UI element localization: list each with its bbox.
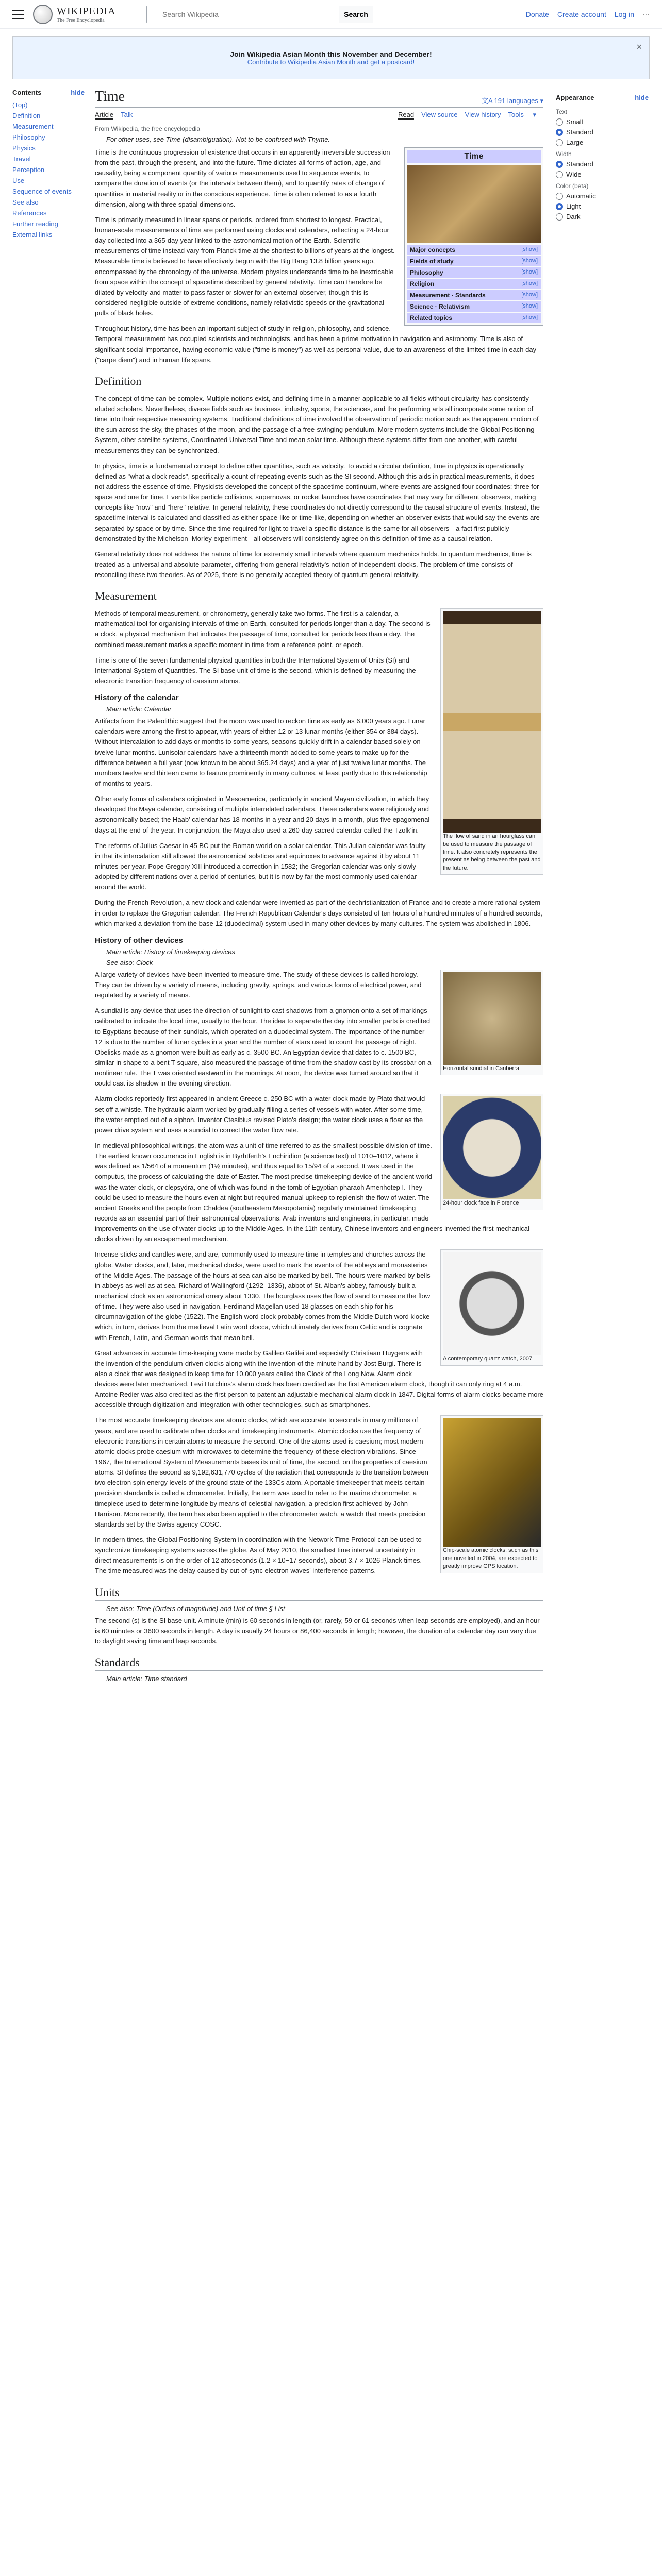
search-input[interactable] [146, 6, 339, 23]
infobox-show-toggle[interactable]: [show] [521, 280, 538, 286]
language-button[interactable]: 文A 191 languages ▾ [481, 97, 543, 105]
radio-option[interactable] [556, 139, 649, 146]
banner-title[interactable]: Join Wikipedia Asian Month this November and December! [230, 49, 432, 58]
devices-paragraph: A sundial is any device that uses the direction of sunlight to cast shadows from a gnomon onto a set of markings calibrated to indicate the local time, usually to the hour. The idea to separate the day into smaller parts is credited to Egyptians because of their sundials, which operated on a duodecimal system. The importance of the number 12 is due to the number of lunar cycles in a year and the number of stars used to count the passage of night. Obelisks made as a gnomon were built as early as c. 3500 BC. An Egyptian device that dates to c. 1500 BC, similar in shape to a bent T-square, also measured the passage of time from the shadow cast by its crossbar on a nonlinear rule. The T was oriented eastward in the mornings. At noon, the device was turned around so that it could cast its shadow in the evening direction. [95, 1007, 432, 1088]
toc-item[interactable]: Use [12, 177, 25, 184]
devices-paragraph: A large variety of devices have been invented to measure time. The study of these devices is called horology. They can be driven by a variety of means, including gravity, springs, and various forms of electrical power, and regulated by a variety of means. [95, 970, 422, 999]
infobox-row[interactable] [407, 313, 541, 323]
calendar-paragraph: During the French Revolution, a new clock and calendar were invented as part of the dechristianization of France and to create a more rational system in order to replace the Gregorian calendar. The French Republican Calendar's days consisted of ten hours of a hundred minutes of a hundred seconds, which marked a deviation from the base 12 (duodecimal) system used in many other devices by many cultures. The system was abolished in 1806. [95, 899, 542, 927]
radio-label: Standard [566, 128, 593, 136]
search-button[interactable]: Search [339, 6, 373, 23]
section-heading-devices: History of other devices [95, 936, 183, 945]
radio-button[interactable] [556, 118, 563, 126]
toc-list [12, 99, 85, 240]
color-label: Color (beta) [556, 182, 589, 190]
radio-button[interactable] [556, 213, 563, 221]
radio-label: Small [566, 118, 583, 126]
tab-view-history[interactable]: View history [465, 111, 501, 118]
section-heading-measurement: Measurement [95, 589, 543, 604]
hatnote: For other uses, see Time (disambiguation). Not to be confused with Thyme. [106, 135, 330, 143]
radio-label: Standard [566, 160, 593, 168]
measurement-paragraph: Time is one of the seven fundamental physical quantities in both the International System of Units (SI) and International System of Quantities. The SI base unit of time is the second, which is defined by measuring the electronic transition frequency of caesium atoms. [95, 656, 416, 685]
wikipedia-logo[interactable] [33, 5, 146, 24]
definition-paragraph: In physics, time is a fundamental concept to define other quantities, such as velocity. To avoid a circular definition, time in physics is operationally defined as "what a clock reads", specifically a count of repeating events such as the SI second. Although this aids in practical measurements, it does not address the essence of time. Physicists developed the concept of the spacetime continuum, where events are assigned four coordinates: three for space and one for time. Events like particle collisions, supernovas, or rocket launches have coordinates that may vary for different observers, making concepts like "now" and "here" relative. In general relativity, these coordinates do not directly correspond to the causal structure of events. Instead, the spacetime interval is calculated and classified as either space-like or time-like, depending on whether an observer exists that would say the events are separated by space or by time. Since the time required for light to travel a specific distance is the same for all observers—a fact first publicly demonstrated by the Michelson–Morley experiment—all observers will consistently agree on this definition of time as a causal relation. [95, 462, 540, 543]
definition-paragraph: General relativity does not address the nature of time for extremely small intervals where quantum mechanics holds. In quantum mechanics, time is treated as a universal and absolute parameter, differing from general relativity's notion of independent clocks. The problem of time consists of reconciling these two theories. As of 2025, there is no generally accepted theory of quantum general relativity. [95, 550, 532, 579]
devices-paragraph: Incense sticks and candles were, and are, commonly used to measure time in temples and churches across the globe. Water clocks, and, later, mechanical clocks, were used to mark the events of the abbeys and monasteries of the Middle Ages. The passage of the hours at sea can also be marked by bell. The hours were marked by bells in abbeys as well as at sea. Richard of Wallingford (1292–1336), abbot of St. Alban's abbey, famously built a mechanical clock as an astronomical orrery about 1330. The hourglass uses the flow of sand to measure the flow of time. They were also used in navigation. Ferdinand Magellan used 18 glasses on each ship for his circumnavigation of the globe (1522). The English word clock probably comes from the Middle Dutch word klocke which, in turn, derives from the medieval Latin word clocca, which ultimately derives from Celtic and is cognate with French, Latin, and German words that mean bell. [95, 1250, 431, 1342]
radio-button[interactable] [556, 139, 563, 146]
appearance-heading: Appearance hide [556, 94, 649, 104]
radio-option[interactable] [556, 160, 649, 168]
main-article-link[interactable]: Main article: Time standard [106, 1675, 187, 1683]
tab-talk[interactable]: Talk [121, 111, 133, 118]
infobox-row[interactable] [407, 279, 541, 289]
intro-paragraph: Throughout history, time has been an important subject of study in religion, philosophy, and science. Temporal measurement has occupied scientists and technologists, and has been a prime motivation in navigation and astronomy. Time is also of significant social importance, having economic value ("time is money") as well as personal value, due to an awareness of the limited time in each day ("carpe diem") and in human life spans. [95, 325, 537, 364]
section-heading-units: Units [95, 1586, 543, 1601]
infobox-image[interactable] [407, 165, 541, 243]
radio-label: Light [566, 202, 581, 210]
globe-icon [33, 5, 53, 24]
infobox-show-toggle[interactable]: [show] [521, 246, 538, 252]
infobox-row[interactable] [407, 245, 541, 255]
infobox-show-toggle[interactable]: [show] [521, 314, 538, 320]
tagline: From Wikipedia, the free encyclopedia [95, 125, 201, 132]
toc-item[interactable]: Further reading [12, 220, 58, 228]
infobox-show-toggle[interactable]: [show] [521, 269, 538, 275]
infobox-row-label: Major concepts [410, 246, 456, 253]
see-also-link[interactable]: See also: Clock [106, 958, 153, 967]
create-account-link[interactable]: Create account [557, 10, 606, 19]
radio-option[interactable] [556, 213, 649, 221]
toc-heading: Contents hide [12, 89, 85, 96]
clockface-caption: 24-hour clock face in Florence [443, 1200, 519, 1207]
radio-option[interactable] [556, 171, 649, 178]
appearance-panel [556, 89, 649, 1686]
sundial-image[interactable] [443, 972, 541, 1065]
atomic-caption: Chip-scale atomic clocks, such as this one unveiled in 2004, are expected to greatly improve GPS location. [443, 1547, 539, 1570]
atomic-clock-figure [440, 1415, 543, 1573]
more-options-icon[interactable]: ⋯ [642, 10, 650, 18]
quartz-caption: A contemporary quartz watch, 2007 [443, 1355, 533, 1362]
devices-paragraph: Alarm clocks reportedly first appeared in ancient Greece c. 250 BC with a water clock made by Plato that would set off a whistle. The hydraulic alarm worked by gradually filling a series of vessels with water. After some time, the water emptied out of a siphon. Inventor Ctesibius revised Plato's design; the water clock uses a float as the power drive system and uses a sundial to correct the water flow rate. [95, 1095, 425, 1134]
close-icon[interactable]: × [636, 42, 642, 52]
radio-label: Automatic [566, 192, 596, 200]
search-box [146, 6, 373, 23]
infobox-row-label: Science · Relativism [410, 303, 470, 310]
toc-item[interactable]: Measurement [12, 123, 54, 130]
page-tabs [95, 111, 543, 122]
main-article-link[interactable]: Main article: History of timekeeping devices [106, 947, 235, 956]
appearance-hide-button[interactable]: hide [635, 94, 649, 101]
clockface-figure [440, 1094, 543, 1210]
tab-tools[interactable]: Tools ▾ [508, 111, 536, 118]
article-content [95, 89, 543, 1686]
units-paragraph: The second (s) is the SI base unit. A minute (min) is 60 seconds in length (or, rarely, 59 or 61 seconds when leap seconds are employed), and an hour is 60 minutes or 3600 seconds in length. A day is usually 24 hours or 86,400 seconds in length; however, the duration of a calendar day can vary due to daylight saving time and leap seconds. [95, 1616, 540, 1645]
infobox-row-label: Measurement · Standards [410, 292, 486, 299]
definition-paragraph: The concept of time can be complex. Multiple notions exist, and defining time in a manner applicable to all fields without circularity has consistently eluded scholars. Nevertheless, diverse fields such as business, industry, sports, the sciences, and the performing arts all incorporate some notion of time into their respective measuring systems. Traditional definitions of time involved the observation of periodic motion such as the apparent motion of the sun across the sky, the phases of the moon, and the passage of a free-swinging pendulum. More modern systems include the Global Positioning System, other satellite systems, Coordinated Universal Time and mean solar time. Although these systems differ from one another, with careful measurements they can be synchronized. [95, 394, 539, 454]
hourglass-figure [440, 608, 543, 875]
infobox-row[interactable] [407, 267, 541, 278]
infobox-row-label: Related topics [410, 314, 453, 321]
radio-button[interactable] [556, 171, 563, 178]
site-notice-banner [12, 36, 650, 79]
quartz-watch-image[interactable] [443, 1252, 541, 1355]
tab-read[interactable]: Read [398, 111, 415, 118]
devices-paragraph: Great advances in accurate time-keeping were made by Galileo Galilei and especially Christiaan Huygens with the invention of the pendulum-driven clocks along with the invention of the minute hand by Jost Burgi. There is also a clock that was designed to keep time for 10,000 years called the Clock of the Long Now. Alarm clock devices were later mechanized. Levi Hutchins's alarm clock has been credited as the first American alarm clock, though it can only ring at 4 a.m. Antoine Redier was also credited as the first person to patent an adjustable mechanical alarm clock in 1847. Digital forms of alarm clocks became more accessible through digitization and integration with other technologies, such as smartphones. [95, 1349, 543, 1409]
toc-item[interactable]: Travel [12, 155, 31, 163]
measurement-paragraph: Methods of temporal measurement, or chronometry, generally take two forms. The first is a calendar, a mathematical tool for organising intervals of time on Earth, consulted for periods longer than a day. The second is a clock, a physical mechanism that indicates the passage of time, consulted for periods less than a day. The combined measurement marks a specific moment in time from a reference point, or epoch. [95, 609, 431, 649]
infobox-row[interactable] [407, 290, 541, 300]
intro-paragraph: Time is primarily measured in linear spans or periods, ordered from shortest to longest. Practical, human-scale measurements of time are performed using clocks and calendars, reflecting a 24-hour day collected into a 365-day year linked to the astronomical motion of the Earth. Scientific measurements of time instead vary from Planck time at the shortest to billions of years at the longest. Measurable time is believed to have effectively begun with the Big Bang 13.8 billion years ago, encompassed by the chronology of the universe. Modern physics understands time to be inextricable from space within the concept of spacetime described by general relativity. Time can therefore be dilated by velocity and matter to pass faster or slower for an external observer, though this is considered negligible outside of extreme conditions, namely relativistic speeds or the gravitational pulls of black holes. [95, 215, 395, 317]
width-label: Width [556, 150, 572, 158]
main-menu-icon[interactable] [12, 10, 24, 19]
main-article-link[interactable]: Main article: Calendar [106, 705, 172, 714]
section-heading-calendar: History of the calendar [95, 693, 179, 703]
tab-view-source[interactable]: View source [421, 111, 458, 118]
radio-label: Large [566, 139, 584, 146]
infobox-row-label: Fields of study [410, 258, 454, 265]
radio-button[interactable] [556, 193, 563, 200]
see-also-link[interactable]: See also: Time (Orders of magnitude) and Unit of time § List [106, 1604, 285, 1613]
infobox-row[interactable] [407, 256, 541, 266]
calendar-paragraph: Other early forms of calendars originated in Mesoamerica, particularly in ancient Mayan civilization, in which they developed the Maya calendar, consisting of multiple interrelated calendars. These calendars were religiously and astronomically based; the Haab' calendar has 18 months in a year and 20 days in a month, plus five epagomenal days at the end of the year. In conjunction, the Maya also used a 260-day sacred calendar called the Tzolk'in. [95, 795, 430, 834]
toc-item[interactable]: See also [12, 198, 39, 206]
toc-item[interactable]: References [12, 209, 47, 217]
calendar-paragraph: The reforms of Julius Caesar in 45 BC put the Roman world on a solar calendar. This Julian calendar was faulty in that its intercalation still allowed the astronomical solstices and equinoxes to advance against it by about 11 minutes per year. Pope Gregory XIII introduced a correction in 1582; the Gregorian calendar was only slowly adopted by different nations over a period of centuries, but it is now by far the most commonly used calendar around the world. [95, 841, 426, 891]
donate-link[interactable]: Donate [525, 10, 549, 19]
toc-hide-button[interactable]: hide [71, 89, 85, 96]
intro-paragraph: Time is the continuous progression of existence that occurs in an apparently irreversible succession from the past, through the present, and into the future. Time dictates all forms of action, age, and causality, being a component quantity of various measurements used to sequence events, to compare the duration of events (or the intervals between them), and to quantify rates of change of quantities in material reality or in the conscious experience. Time is often referred to as a fourth dimension, along with three spatial dimensions. [95, 148, 390, 208]
infobox-show-toggle[interactable]: [show] [521, 303, 538, 309]
quartz-watch-figure [440, 1249, 543, 1365]
devices-paragraph: The most accurate timekeeping devices are atomic clocks, which are accurate to seconds in many millions of years, and are used to calibrate other clocks and timekeeping instruments. Atomic clocks use the frequency of electronic transitions in certain atoms to measure the second. One of the atoms used is caesium; most modern atomic clocks probe caesium with microwaves to determine the frequency of these electron vibrations. Since 1967, the International System of Measurements bases its unit of time, the second, on the properties of caesium atoms. SI defines the second as 9,192,631,770 cycles of the radiation that corresponds to the transition between two electron spin energy levels of the ground state of the 133Cs atom. A portable timekeeper that meets certain precision standards is called a chronometer. Initially, the term was used to refer to the marine chronometer, a timepiece used to determine longitude by means of celestial navigation, a precision first achieved by John Harrison. More recently, the term has also been applied to the chronometer watch, a watch that meets precision standards set by the Swiss agency COSC. [95, 1416, 428, 1528]
radio-button[interactable] [556, 203, 563, 210]
sundial-figure [440, 970, 543, 1075]
radio-option[interactable] [556, 128, 649, 136]
table-of-contents [12, 89, 85, 1686]
toc-item[interactable]: External links [12, 231, 53, 239]
sundial-caption: Horizontal sundial in Canberra [443, 1065, 519, 1072]
infobox-row-label: Philosophy [410, 269, 443, 276]
toc-item[interactable]: Definition [12, 112, 41, 120]
infobox [404, 147, 543, 326]
infobox-title: Time [407, 150, 541, 163]
infobox-show-toggle[interactable]: [show] [521, 292, 538, 298]
user-links [526, 10, 650, 19]
toc-item[interactable]: Perception [12, 166, 45, 174]
radio-button[interactable] [556, 129, 563, 136]
atomic-clock-image[interactable] [443, 1418, 541, 1547]
radio-option[interactable] [556, 192, 649, 200]
infobox-row-label: Religion [410, 280, 435, 287]
toc-item[interactable]: Sequence of events [12, 188, 72, 195]
hourglass-caption: The flow of sand in an hourglass can be used to measure the passage of time. It also concretely represents the present as being between the past and the future. [443, 833, 541, 871]
section-heading-definition: Definition [95, 375, 543, 389]
page-title: Time [95, 89, 125, 105]
clockface-image[interactable] [443, 1096, 541, 1199]
header [0, 0, 662, 29]
devices-paragraph: In medieval philosophical writings, the atom was a unit of time referred to as the smallest possible division of time. The earliest known occurrence in English is in Byrhtferth's Enchiridion (a science text) of 1010–1012, where it was defined as 1/564 of a momentum (1½ minutes), and thus equal to 15/94 of a second. It was used in the computus, the process of calculating the date of Easter. The most precise timekeeping device of the ancient world was the water clock, or clepsydra, one of which was found in the tomb of Egyptian pharaoh Amenhotep I. They could be used to measure the hours even at night but required manual upkeep to replenish the flow of water. The ancient Greeks and the people from Chaldea (southeastern Mesopotamia) regularly maintained timekeeping records as an essential part of their astronomical observations. Arab inventors and engineers, in particular, made improvements on the use of water clocks up to the Middle Ages. In the 11th century, Chinese inventors and engineers invented the first mechanical clocks driven by an escapement mechanism. [95, 1141, 529, 1243]
infobox-row[interactable] [407, 301, 541, 312]
infobox-show-toggle[interactable]: [show] [521, 258, 538, 264]
radio-label: Wide [566, 171, 582, 178]
radio-option[interactable] [556, 202, 649, 210]
radio-label: Dark [566, 213, 581, 221]
devices-paragraph: In modern times, the Global Positioning System in coordination with the Network Time Protocol can be used to synchronize timekeeping systems across the globe. As of May 2010, the smallest time interval uncertainty in direct measurements is on the order of 12 attoseconds (1.2 × 10−17 seconds), about 3.7 × 1026 Planck times. The time measured was the delay caused by out-of-sync electron waves' interference patterns. [95, 1536, 422, 1575]
calendar-paragraph: Artifacts from the Paleolithic suggest that the moon was used to reckon time as early as 6,000 years ago. Lunar calendars were among the first to appear, with years of either 12 or 13 lunar months (either 354 or 384 days). Without intercalation to add days or months to some years, seasons quickly drift in a calendar based solely on twelve lunar months. Lunisolar calendars have a thirteenth month added to some years to make up for the difference between a full year (now known to be about 365.24 days) and a year of just twelve lunar months. The numbers twelve and thirteen came to feature prominently in many cultures, at least partly due to this relationship of months to years. [95, 717, 427, 788]
toc-item[interactable]: Philosophy [12, 133, 45, 141]
section-heading-standards: Standards [95, 1656, 543, 1671]
hourglass-image[interactable] [443, 611, 541, 833]
text-size-label: Text [556, 108, 568, 115]
radio-option[interactable] [556, 118, 649, 126]
wordmark: WIKIPEDIA The Free Encyclopedia [57, 5, 116, 23]
toc-item[interactable]: (Top) [12, 101, 28, 109]
radio-button[interactable] [556, 161, 563, 168]
login-link[interactable]: Log in [614, 10, 634, 19]
tab-article[interactable]: Article [95, 111, 114, 118]
banner-subtitle[interactable]: Contribute to Wikipedia Asian Month and get a postcard! [247, 58, 415, 66]
toc-item[interactable]: Physics [12, 144, 36, 152]
